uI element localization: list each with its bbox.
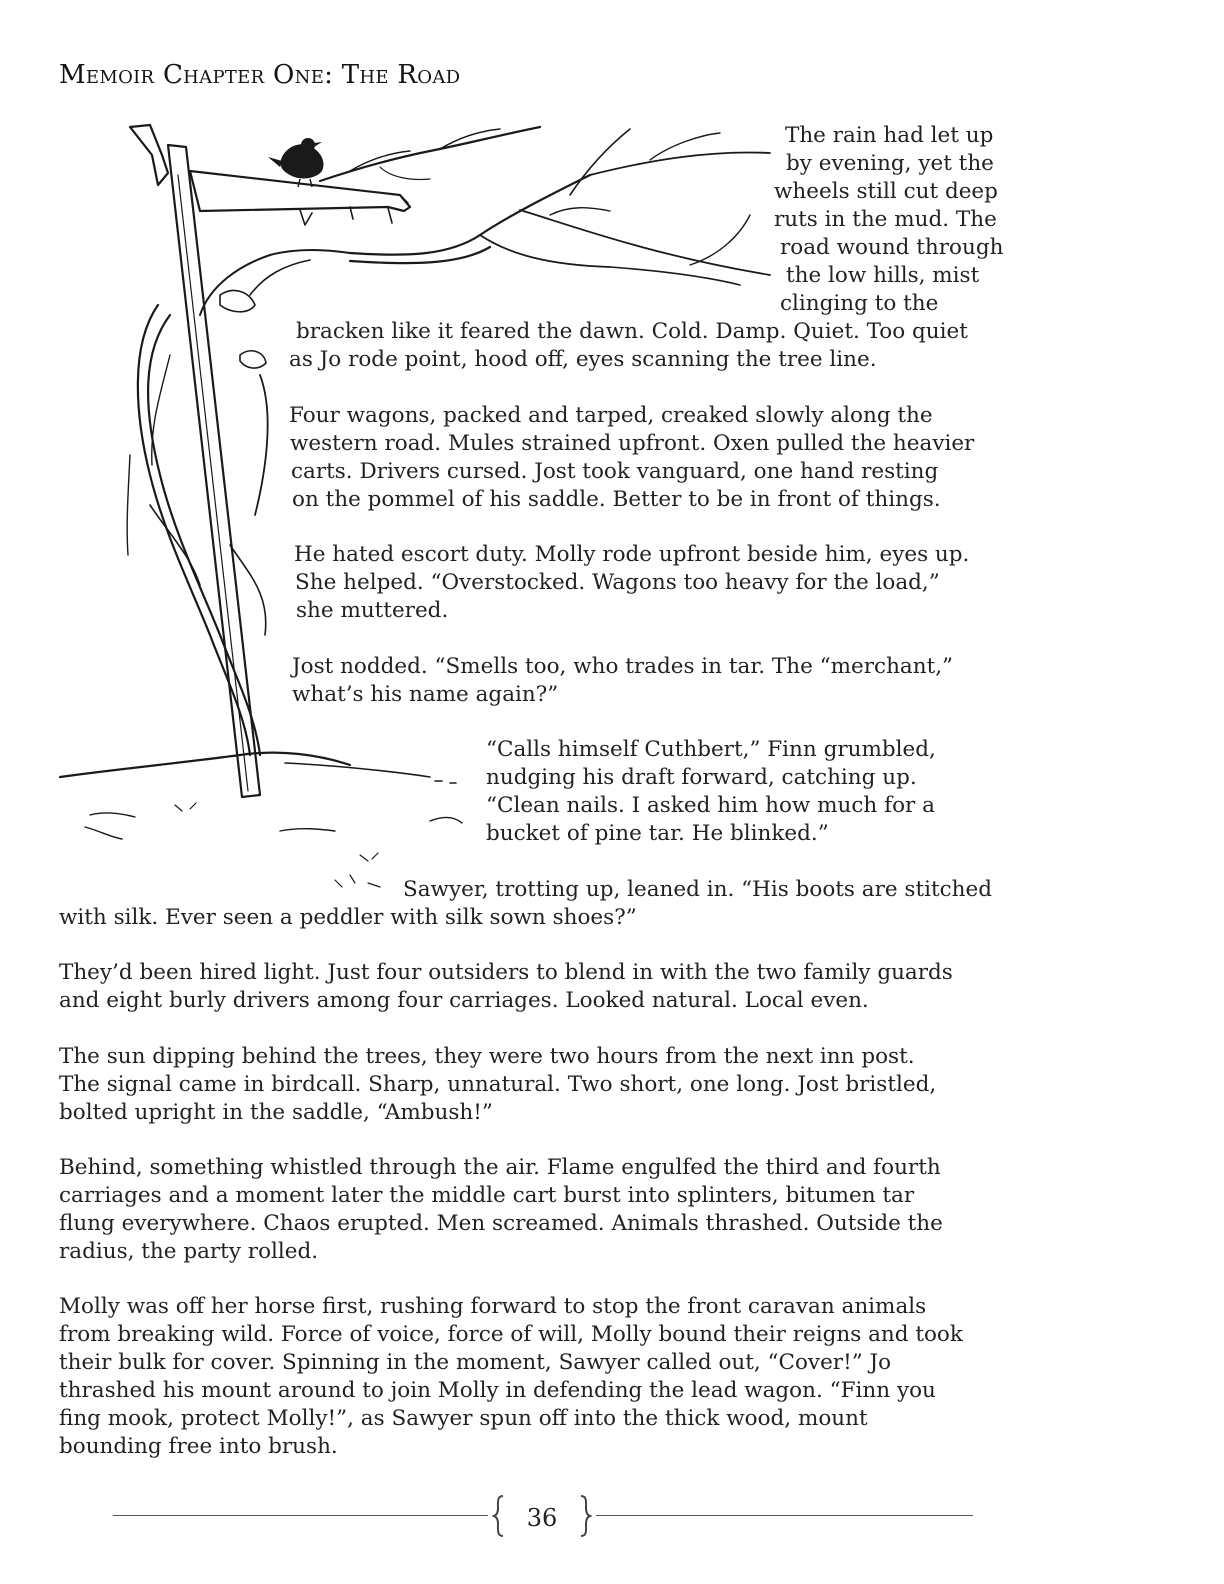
paragraph-3-line-3: she muttered.	[296, 598, 449, 623]
paragraph-10-line-6: bounding free into brush.	[59, 1434, 338, 1459]
main-branch	[350, 175, 590, 255]
page-number: 36	[526, 1504, 558, 1532]
right-bracket-icon	[578, 1494, 592, 1538]
paragraph-8-line-2: The signal came in birdcall. Sharp, unnatural. Two short, one long. Jost bristled,	[59, 1072, 937, 1097]
paragraph-3-line-1: He hated escort duty. Molly rode upfront beside him, eyes up.	[294, 542, 970, 567]
paragraph-1-line-7: clinging to the	[780, 291, 939, 316]
paragraph-1-line-5: road wound through	[780, 235, 1004, 260]
bird-icon	[268, 138, 324, 187]
paragraph-10-line-1: Molly was off her horse first, rushing forward to stop the front caravan animals	[59, 1294, 927, 1319]
paragraph-9-line-2: carriages and a moment later the middle cart burst into splinters, bitumen tar	[59, 1183, 915, 1208]
paragraph-3-line-2: She helped. “Overstocked. Wagons too heavy for the load,”	[295, 570, 940, 595]
paragraph-2-line-1: Four wagons, packed and tarped, creaked slowly along the	[289, 403, 933, 428]
paragraph-10-line-3: their bulk for cover. Spinning in the moment, Sawyer called out, “Cover!” Jo	[59, 1350, 892, 1375]
paragraph-1-line-8: bracken like it feared the dawn. Cold. Damp. Quiet. Too quiet	[296, 319, 968, 344]
paragraph-10-line-4: thrashed his mount around to join Molly in defending the lead wagon. “Finn you	[59, 1378, 936, 1403]
chapter-title: Memoir Chapter One: The Road	[59, 60, 461, 90]
paragraph-2-line-2: western road. Mules strained upfront. Oxen pulled the heavier	[290, 431, 975, 456]
paragraph-4-line-1: Jost nodded. “Smells too, who trades in tar. The “merchant,”	[292, 654, 954, 679]
paragraph-8-line-3: bolted upright in the saddle, “Ambush!”	[59, 1100, 493, 1125]
paragraph-1-line-6: the low hills, mist	[786, 263, 980, 288]
paragraph-6-line-1: Sawyer, trotting up, leaned in. “His boots are stitched	[403, 877, 992, 902]
paragraph-2-line-4: on the pommel of his saddle. Better to be in front of things.	[292, 487, 941, 512]
paragraph-1-line-2: by evening, yet the	[786, 151, 994, 176]
paragraph-2-line-3: carts. Drivers cursed. Jost took vanguard, one hand resting	[291, 459, 939, 484]
paragraph-5-line-4: bucket of pine tar. He blinked.”	[486, 821, 829, 846]
paragraph-9-line-4: radius, the party rolled.	[59, 1239, 319, 1264]
paragraph-5-line-1: “Calls himself Cuthbert,” Finn grumbled,	[486, 737, 936, 762]
paragraph-7-line-2: and eight burly drivers among four carriages. Looked natural. Local even.	[59, 988, 869, 1013]
paragraph-1-line-9: as Jo rode point, hood off, eyes scanning the tree line.	[289, 347, 877, 372]
paragraph-1-line-4: ruts in the mud. The	[774, 207, 997, 232]
upper-branch	[320, 127, 540, 181]
footer-rule-left	[113, 1515, 488, 1516]
paragraph-10-line-2: from breaking wild. Force of voice, force of will, Molly bound their reigns and took	[59, 1322, 963, 1347]
paragraph-5-line-2: nudging his draft forward, catching up.	[486, 765, 917, 790]
vine	[148, 315, 260, 755]
paragraph-9-line-3: flung everywhere. Chaos erupted. Men screamed. Animals thrashed. Outside the	[59, 1211, 943, 1236]
paragraph-7-line-1: They’d been hired light. Just four outsiders to blend in with the two family guards	[59, 960, 953, 985]
footer-rule-right	[596, 1515, 973, 1516]
post-broken-top	[130, 125, 168, 185]
paragraph-1-line-1: The rain had let up	[785, 123, 994, 148]
paragraph-8-line-1: The sun dipping behind the trees, they were two hours from the next inn post.	[59, 1044, 915, 1069]
paragraph-1-line-3: wheels still cut deep	[774, 179, 998, 204]
paragraph-10-line-5: fing mook, protect Molly!”, as Sawyer spun off into the thick wood, mount	[59, 1406, 868, 1431]
paragraph-6-line-2: with silk. Ever seen a peddler with silk sown shoes?”	[59, 905, 637, 930]
paragraph-5-line-3: “Clean nails. I asked him how much for a	[486, 793, 935, 818]
paragraph-4-line-2: what’s his name again?”	[292, 682, 559, 707]
paragraph-9-line-1: Behind, something whistled through the air. Flame engulfed the third and fourth	[59, 1155, 941, 1180]
